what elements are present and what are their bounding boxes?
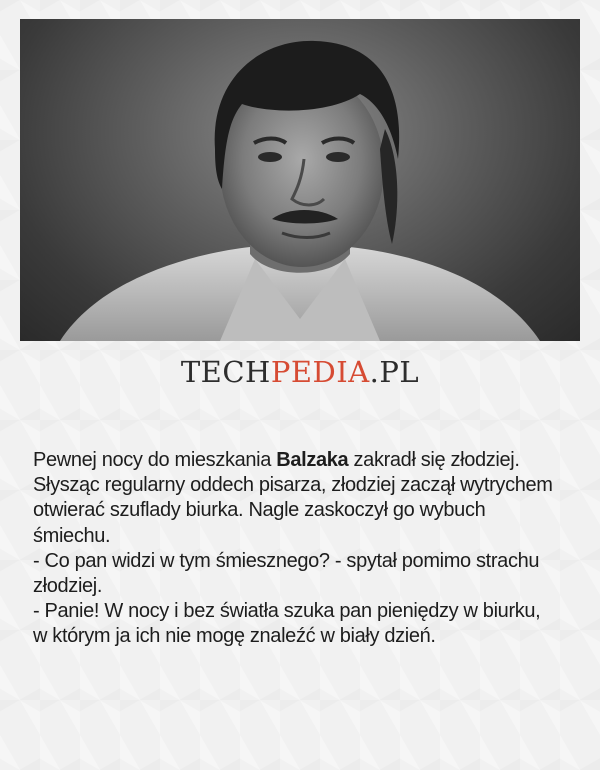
anecdote-text	[33, 448, 593, 650]
story-line-6: złodziej.	[33, 575, 103, 598]
story-line-5: - Co pan widzi w tym śmiesznego? - spytał pomimo strachu	[33, 549, 540, 572]
story-line-7: - Panie! W nocy i bez światła szuka pan pieniędzy w biurku,	[33, 600, 541, 623]
portrait-illustration	[20, 19, 580, 341]
story-line-1: Pewnej nocy do mieszkania Balzaka zakradł się złodziej.	[33, 449, 520, 471]
portrait-photo	[20, 19, 580, 341]
logo-part-tech: TECH	[180, 355, 271, 389]
story-line-3: otwierać szuflady biurka. Nagle zaskoczył go wybuch	[33, 499, 486, 522]
techpedia-logo	[0, 352, 600, 392]
logo-part-domain: .PL	[369, 355, 420, 389]
story-line-8: w którym ja ich nie mogę znaleźć w biały dzień.	[33, 625, 436, 648]
logo-part-pedia: PEDIA	[270, 355, 370, 389]
story-bold-name: Balzaka	[276, 449, 349, 471]
story-line-4: śmiechu.	[33, 524, 111, 547]
story-line-2: Słysząc regularny oddech pisarza, złodziej zaczął wytrychem	[33, 474, 553, 497]
